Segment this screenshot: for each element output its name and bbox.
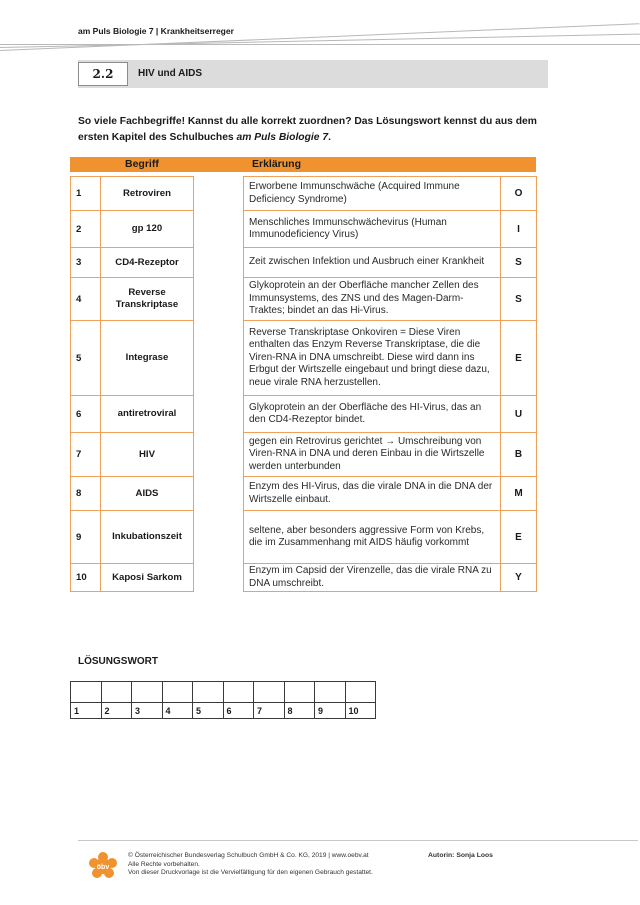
- term-row: [71, 321, 194, 396]
- solution-letter: O: [501, 177, 537, 211]
- solution-position-number: 5: [193, 703, 224, 719]
- solution-cell[interactable]: [223, 682, 254, 703]
- term-number: 6: [71, 396, 101, 433]
- definition-text: Enzym des HI-Virus, das die virale DNA in die DNA der Wirtszelle einbaut.: [244, 477, 501, 511]
- term-name: HIV: [101, 433, 194, 477]
- solution-cell[interactable]: [193, 682, 224, 703]
- book-title: am Puls Biologie 7: [236, 132, 329, 143]
- solution-position-number: 2: [101, 703, 132, 719]
- solution-position-number: 1: [71, 703, 102, 719]
- term-name: Kaposi Sarkom: [101, 564, 194, 592]
- solution-letter: S: [501, 248, 537, 278]
- term-number: 2: [71, 211, 101, 248]
- solution-position-number: 10: [345, 703, 376, 719]
- term-name: AIDS: [101, 477, 194, 511]
- term-name: Reverse Transkriptase: [101, 278, 194, 321]
- solution-letter: B: [501, 433, 537, 477]
- terms-table: [70, 176, 194, 592]
- solution-cell[interactable]: [315, 682, 346, 703]
- definition-row: [244, 278, 537, 321]
- solution-cell[interactable]: [284, 682, 315, 703]
- term-row: [71, 211, 194, 248]
- definition-text: gegen ein Retrovirus gerichtet → Umschreibung von Viren-RNA in DNA und deren Einbau in die Wirtszelle werden unterbunden: [244, 433, 501, 477]
- solution-position-number: 3: [132, 703, 163, 719]
- term-number: 7: [71, 433, 101, 477]
- footer-legal: [128, 852, 373, 878]
- term-name: Inkubationszeit: [101, 511, 194, 564]
- footer-divider: [78, 840, 638, 841]
- table-header-bar: [70, 157, 536, 172]
- term-name: antiretroviral: [101, 396, 194, 433]
- definition-text: seltene, aber besonders aggressive Form von Krebs, die im Zusammenhang mit AIDS häufig vorkommt: [244, 511, 501, 564]
- solution-letter: U: [501, 396, 537, 433]
- definition-text: Glykoprotein an der Oberfläche des HI-Virus, das an den CD4-Rezeptor bindet.: [244, 396, 501, 433]
- solution-cell[interactable]: [162, 682, 193, 703]
- definition-row: [244, 511, 537, 564]
- term-name: Retroviren: [101, 177, 194, 211]
- term-number: 1: [71, 177, 101, 211]
- term-number: 3: [71, 248, 101, 278]
- solution-cell[interactable]: [71, 682, 102, 703]
- term-row: [71, 477, 194, 511]
- definition-row: [244, 248, 537, 278]
- definition-row: [244, 433, 537, 477]
- term-row: [71, 278, 194, 321]
- footer-permission: Von dieser Druckvorlage ist die Vervielfältigung für den eigenen Gebrauch gestattet.: [128, 869, 373, 877]
- solution-cell[interactable]: [101, 682, 132, 703]
- definition-text: Menschliches Immunschwächevirus (Human Immunodeficiency Virus): [244, 211, 501, 248]
- definition-row: [244, 564, 537, 592]
- intro-text: [78, 114, 558, 146]
- term-number: 8: [71, 477, 101, 511]
- definition-text: Glykoprotein an der Oberfläche mancher Zellen des Immunsystems, des ZNS und des Magen-Darm-Traktes; bindet an das Hi-Virus.: [244, 278, 501, 321]
- footer-copyright: © Österreichischer Bundesverlag Schulbuch GmbH & Co. KG, 2019 | www.oebv.at: [128, 852, 369, 859]
- intro-text-before: So viele Fachbegriffe! Kannst du alle korrekt zuordnen? Das Lösungswort kennst du aus dem ersten Kapitel des Schulbuches: [78, 116, 537, 143]
- definition-text: Erworbene Immunschwäche (Acquired Immune Deficiency Syndrome): [244, 177, 501, 211]
- solution-cell[interactable]: [345, 682, 376, 703]
- term-row: [71, 564, 194, 592]
- definition-row: [244, 211, 537, 248]
- running-head: am Puls Biologie 7 | Krankheitserreger: [78, 26, 234, 36]
- term-number: 9: [71, 511, 101, 564]
- term-name: CD4-Rezeptor: [101, 248, 194, 278]
- term-row: [71, 177, 194, 211]
- solution-grid: [70, 681, 376, 719]
- definition-text: Reverse Transkriptase Onkoviren = Diese Viren enthalten das Enzym Reverse Transkriptase, die die Viren-RNA in DNA umschreibt. Diese wird dann ins Erbgut der Wirtszelle eingebaut und bringt diese dazu, neue virale RNA herzustellen.: [244, 321, 501, 396]
- definition-text: Zeit zwischen Infektion und Ausbruch einer Krankheit: [244, 248, 501, 278]
- term-row: [71, 396, 194, 433]
- definition-text: Enzym im Capsid der Virenzelle, das die virale RNA zu DNA umschreibt.: [244, 564, 501, 592]
- section-number: 2.2: [78, 62, 128, 86]
- definition-row: [244, 177, 537, 211]
- header-term: Begriff: [125, 158, 159, 170]
- solution-letter: E: [501, 511, 537, 564]
- author: Autorin: Sonja Loos: [428, 852, 493, 859]
- term-name: Integrase: [101, 321, 194, 396]
- solution-letter: M: [501, 477, 537, 511]
- solution-position-number: 7: [254, 703, 285, 719]
- definition-row: [244, 477, 537, 511]
- term-row: [71, 511, 194, 564]
- intro-text-after: .: [328, 132, 331, 143]
- term-row: [71, 248, 194, 278]
- term-row: [71, 433, 194, 477]
- header-definition: Erklärung: [252, 158, 302, 170]
- section-title: HIV und AIDS: [138, 68, 203, 79]
- term-number: 5: [71, 321, 101, 396]
- term-number: 10: [71, 564, 101, 592]
- term-number: 4: [71, 278, 101, 321]
- solution-letter: S: [501, 278, 537, 321]
- solution-letter: E: [501, 321, 537, 396]
- definition-row: [244, 321, 537, 396]
- solution-cell[interactable]: [132, 682, 163, 703]
- term-name: gp 120: [101, 211, 194, 248]
- solution-title: LÖSUNGSWORT: [78, 656, 158, 667]
- solution-cell[interactable]: [254, 682, 285, 703]
- solution-letter: I: [501, 211, 537, 248]
- solution-position-number: 9: [315, 703, 346, 719]
- solution-position-number: 6: [223, 703, 254, 719]
- oebv-logo: [86, 846, 120, 886]
- definitions-table: [243, 176, 537, 592]
- footer-rights: Alle Rechte vorbehalten.: [128, 860, 200, 868]
- solution-letter: Y: [501, 564, 537, 592]
- solution-position-number: 8: [284, 703, 315, 719]
- logo-text: öbv: [96, 864, 110, 871]
- definition-row: [244, 396, 537, 433]
- solution-position-number: 4: [162, 703, 193, 719]
